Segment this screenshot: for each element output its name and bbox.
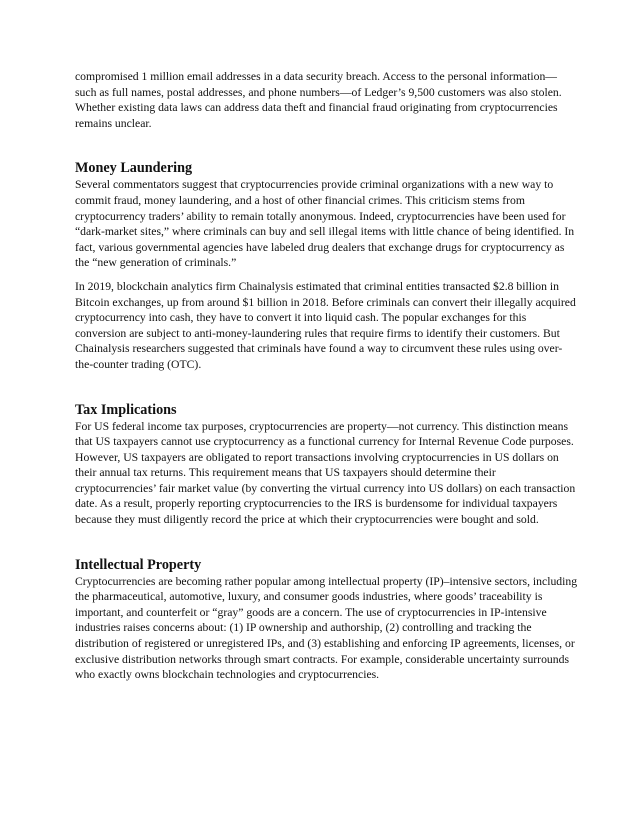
section-tax-implications [75,401,578,528]
body-paragraph: In 2019, blockchain analytics firm Chainalysis estimated that criminal entities transacted $2.8 billion in Bitcoin exchanges, up from around $1 billion in 2018. Before criminals can convert their illegally acquired cryptocurrency into cash, they have to convert it into liquid cash. The popular exchanges for this conversion are subject to anti-money-laundering rules that require firms to identify their customers. But Chainalysis researchers suggested that criminals have found a way to circumvent these rules using over-the-counter trading (OTC). [75,279,576,371]
section-heading-money-laundering: Money Laundering [75,160,193,177]
body-paragraph: For US federal income tax purposes, cryptocurrencies are property—not currency. This distinction means that US taxpayers cannot use cryptocurrency as a functional currency for Internal Revenue Code purposes. However, US taxpayers are obligated to report transactions involving cryptocurrencies in US dollars on their annual tax returns. This requirement means that US taxpayers should determine their cryptocurrencies’ fair market value (by converting the virtual currency into US dollars) on each transaction date. As a result, properly reporting cryptocurrencies to the IRS is burdensome for individual taxpayers because they must diligently record the price at which their cryptocurrencies were bought and sold. [75,419,576,527]
intro-paragraph: compromised 1 million email addresses in a data security breach. Access to the personal information—such as full names, postal addresses, and phone numbers—of Ledger’s 9,500 customers was also stolen. Whether existing data laws can address data theft and financial fraud originating from cryptocurrencies remains unclear. [75,70,562,130]
section-heading-tax-implications: Tax Implications [75,401,177,418]
body-paragraph: Cryptocurrencies are becoming rather popular among intellectual property (IP)–intensive sectors, including the pharmaceutical, automotive, luxury, and consumer goods industries, where goods’ traceability is important, and counterfeit or “gray” goods are a concern. The use of cryptocurrencies in IP-intensive industries raises concerns about: (1) IP ownership and authorship, (2) controlling and tracking the distribution of registered or unregistered IPs, and (3) establishing and enforcing IP agreements, licenses, or exclusive distribution networks through smart contracts. For example, considerable uncertainty surrounds who exactly owns blockchain technologies and cryptocurrencies. [75,574,578,682]
section-intellectual-property [75,556,578,683]
section-money-laundering [75,159,578,372]
body-paragraph: Several commentators suggest that cryptocurrencies provide criminal organizations with a new way to commit fraud, money laundering, and a host of other financial crimes. This criticism stems from cryptocurrency traders’ ability to remain totally anonymous. Indeed, cryptocurrencies have been used for “dark-market sites,” where criminals can buy and sell illegal items with little chance of being identified. In fact, various governmental agencies have labeled drug dealers that exchange drugs for cryptocurrency as the “new generation of criminals.” [75,178,575,270]
section-heading-intellectual-property: Intellectual Property [75,556,202,573]
